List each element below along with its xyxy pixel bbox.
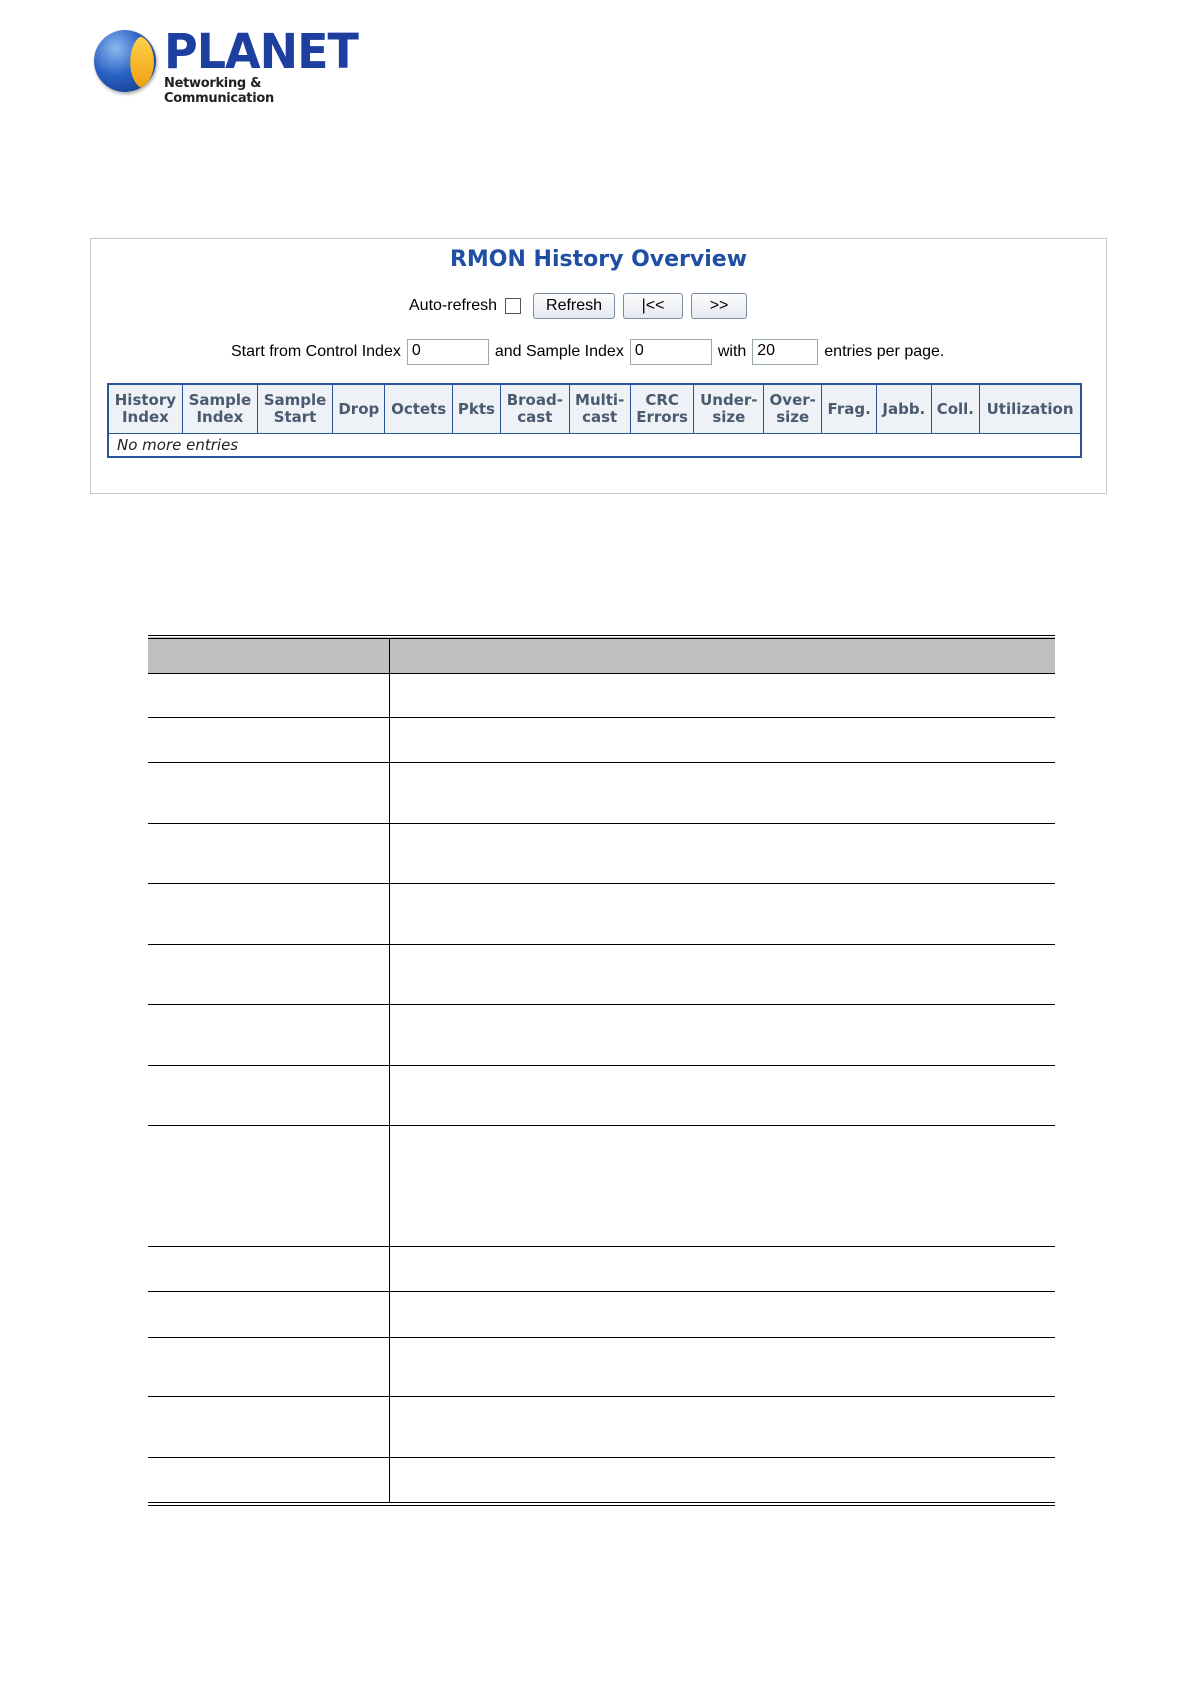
logo-brand: PLANET [164, 22, 358, 80]
column-header-text: Index [196, 408, 244, 426]
description-header-description [390, 637, 1056, 674]
column-header [108, 384, 182, 434]
description-cell [390, 763, 1056, 824]
object-cell [148, 763, 390, 824]
column-header-text: size [776, 408, 810, 426]
column-header-text: Coll. [936, 399, 974, 418]
description-cell [390, 884, 1056, 945]
column-header [452, 384, 500, 434]
auto-refresh-label: Auto-refresh [409, 297, 498, 314]
column-header [257, 384, 332, 434]
sample-index-input[interactable]: 0 [630, 339, 712, 365]
description-cell [390, 1292, 1056, 1338]
description-table [148, 635, 1055, 1506]
description-cell [390, 945, 1056, 1005]
description-row [148, 1247, 1055, 1292]
table-row [108, 434, 1081, 458]
column-header-text: Multi- [575, 391, 625, 409]
column-header [385, 384, 452, 434]
with-label: with [717, 343, 747, 360]
description-row [148, 763, 1055, 824]
description-cell [390, 674, 1056, 718]
description-row [148, 945, 1055, 1005]
column-header-text: Sample [263, 391, 327, 409]
object-cell [148, 1126, 390, 1247]
sample-label: and Sample Index [494, 343, 624, 360]
start-label: Start from Control Index [231, 343, 401, 360]
column-header-text: size [712, 408, 746, 426]
column-header-text: Sample [188, 391, 252, 409]
column-header-text: Errors [636, 408, 688, 426]
description-cell [390, 1005, 1056, 1066]
description-row [148, 718, 1055, 763]
empty-message: No more entries [117, 436, 239, 454]
column-header [569, 384, 630, 434]
object-cell [148, 884, 390, 945]
description-cell [390, 1247, 1056, 1292]
description-row [148, 674, 1055, 718]
column-header-text: cast [582, 408, 618, 426]
object-cell [148, 674, 390, 718]
column-header [877, 384, 931, 434]
column-header [182, 384, 257, 434]
column-header [931, 384, 980, 434]
column-header [333, 384, 385, 434]
description-row [148, 1066, 1055, 1126]
per-page-label: entries per page. [824, 343, 945, 360]
description-row [148, 1005, 1055, 1066]
column-header-text: CRC [645, 391, 679, 409]
object-cell [148, 1338, 390, 1397]
auto-refresh-checkbox[interactable] [505, 298, 521, 314]
rmon-history-panel [90, 238, 1107, 494]
object-cell [148, 1066, 390, 1126]
control-index-input[interactable]: 0 [407, 339, 489, 365]
description-cell [390, 1126, 1056, 1247]
description-cell [390, 1458, 1056, 1504]
description-row [148, 824, 1055, 884]
column-header-text: Frag. [827, 399, 871, 418]
column-header-text: Index [121, 408, 169, 426]
first-page-button[interactable]: |<< [623, 293, 683, 319]
column-header-text: Jabb. [882, 399, 926, 418]
rmon-history-table [107, 383, 1082, 458]
column-header [822, 384, 877, 434]
column-header [980, 384, 1081, 434]
refresh-button[interactable]: Refresh [533, 293, 615, 319]
logo-tagline: Networking & Communication [164, 76, 274, 106]
column-header-text: Broad- [506, 391, 563, 409]
description-row [148, 884, 1055, 945]
description-cell [390, 1338, 1056, 1397]
description-cell [390, 718, 1056, 763]
description-header-row [148, 637, 1055, 674]
description-cell [390, 824, 1056, 884]
toolbar [409, 293, 747, 319]
pager-controls [231, 339, 944, 365]
column-header-text: Utilization [986, 399, 1074, 418]
description-row [148, 1126, 1055, 1247]
planet-logo [94, 22, 358, 106]
object-cell [148, 1005, 390, 1066]
column-header [694, 384, 764, 434]
object-cell [148, 945, 390, 1005]
description-row [148, 1338, 1055, 1397]
column-header-text: Drop [338, 399, 380, 418]
object-cell [148, 718, 390, 763]
object-cell [148, 1292, 390, 1338]
page-title: RMON History Overview [449, 247, 748, 272]
description-cell [390, 1066, 1056, 1126]
description-row [148, 1458, 1055, 1504]
description-row [148, 1292, 1055, 1338]
description-row [148, 1397, 1055, 1458]
description-header-object [148, 637, 390, 674]
object-cell [148, 1397, 390, 1458]
column-header-text: Octets [391, 399, 447, 418]
entries-per-page-input[interactable]: 20 [752, 339, 818, 365]
next-page-button[interactable]: >> [691, 293, 747, 319]
column-header [501, 384, 569, 434]
object-cell [148, 824, 390, 884]
column-header-text: History [114, 391, 177, 409]
column-header [764, 384, 822, 434]
object-cell [148, 1458, 390, 1504]
column-header-text: Under- [700, 391, 758, 409]
description-cell [390, 1397, 1056, 1458]
object-cell [148, 1247, 390, 1292]
table-header-row [108, 384, 1081, 434]
column-header [630, 384, 694, 434]
column-header-text: cast [517, 408, 553, 426]
column-header-text: Start [273, 408, 317, 426]
column-header-text: Over- [769, 391, 816, 409]
column-header-text: Pkts [457, 399, 495, 418]
